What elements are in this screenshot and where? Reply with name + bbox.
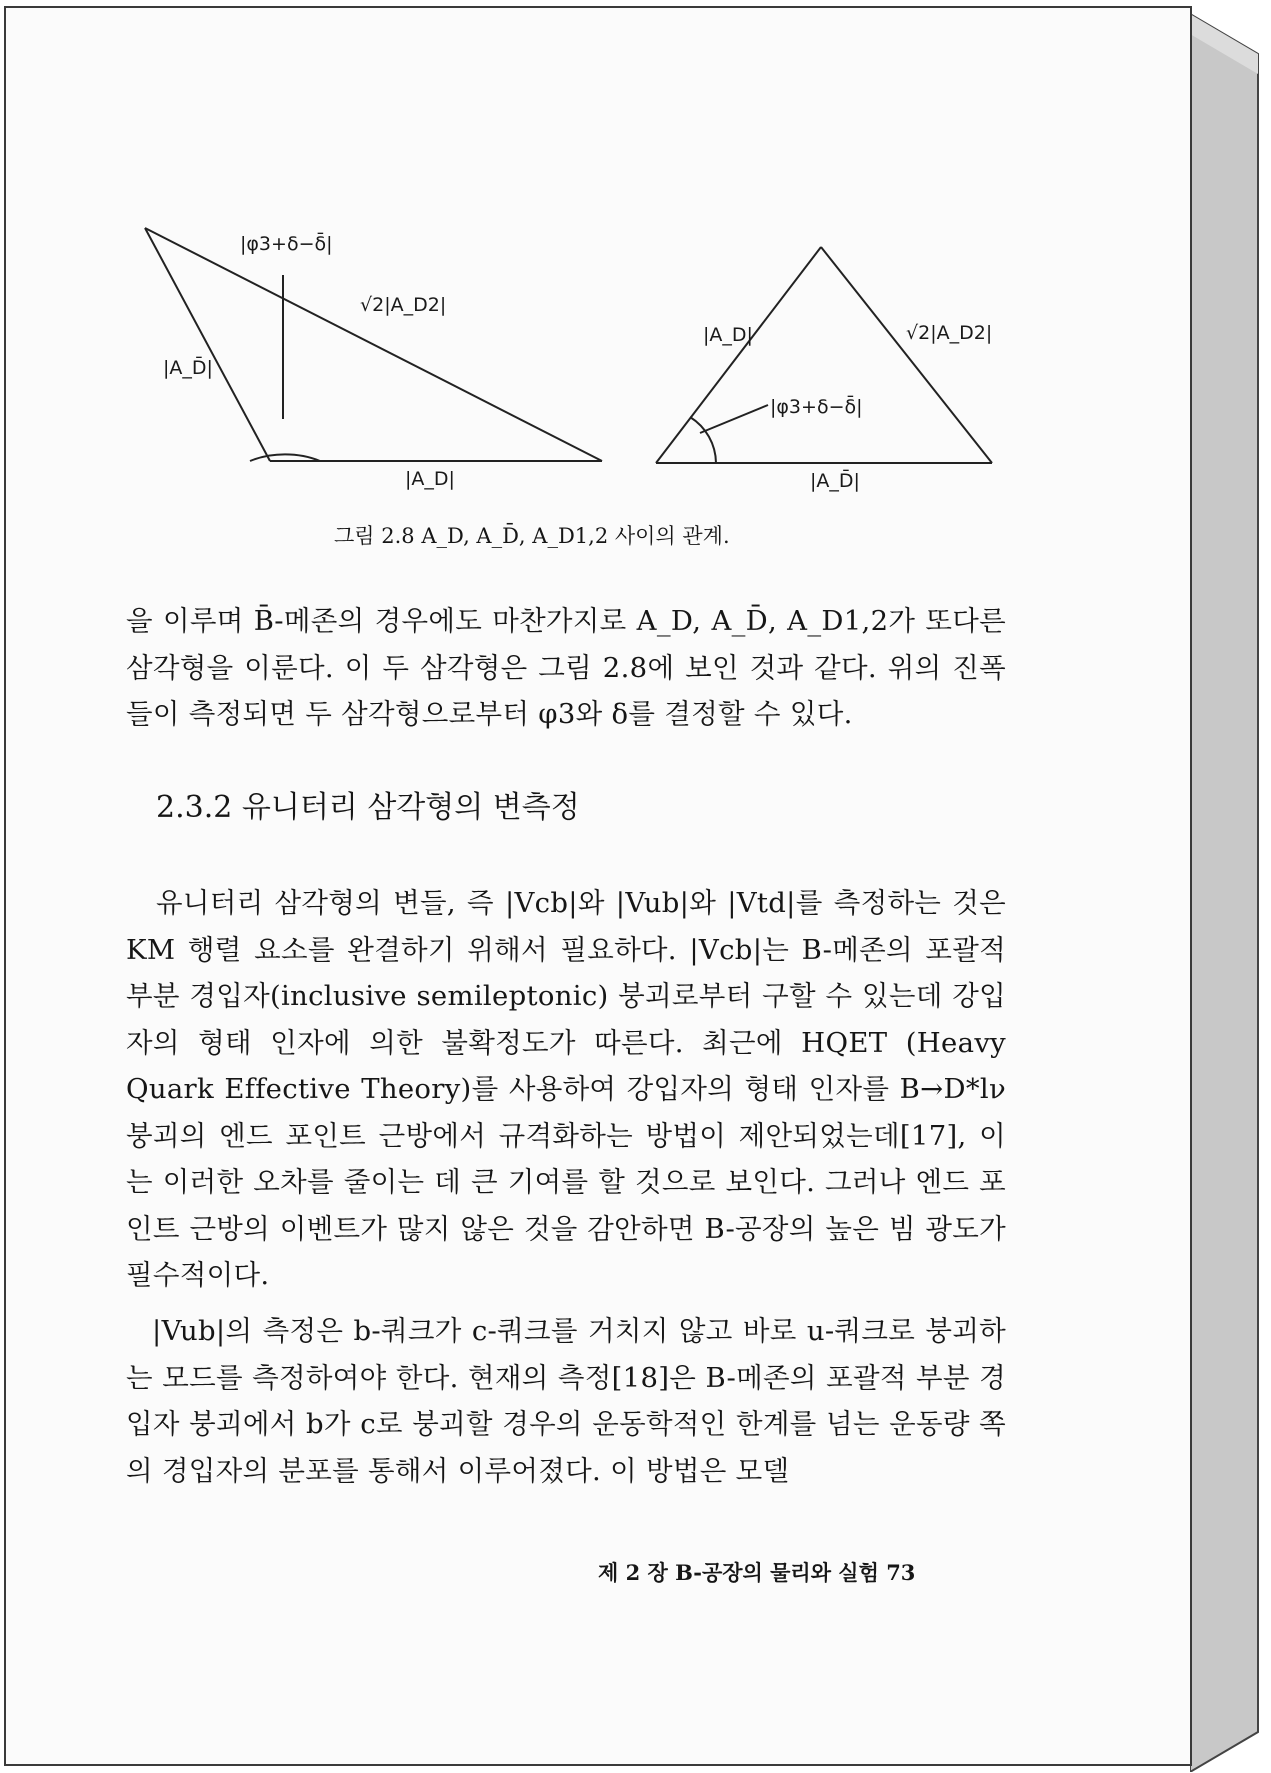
figure-caption: 그림 2.8 A_D, A_D̄, A_D1,2 사이의 관계. (334, 524, 730, 548)
paragraph-1: 을 이루며 B̄-메존의 경우에도 마찬가지로 A_D, A_D̄, A_D1,2가 또다른 삼각형을 이룬다. 이 두 삼각형은 그림 2.8에 보인 것과 같다. 위의 진폭들이 측정되면 두 삼각형으로부터 φ3와 δ를 결정할 수 있다. (126, 605, 1006, 730)
right-label-right: √2|A_D2| (906, 322, 993, 344)
page-footer: 제 2 장 B-공장의 물리와 실험 73 (598, 1560, 916, 1585)
left-triangle-hypotenuse (145, 228, 602, 461)
left-triangle-figure (120, 215, 620, 495)
paragraph-3: |Vub|의 측정은 b-쿼크가 c-쿼크를 거치지 않고 바로 u-쿼크로 붕괴하는 모드를 측정하여야 한다. 현재의 측정[18]은 B-메존의 포괄적 부분 경입자 붕괴에서 b가 c로 붕괴할 경우의 운동학적인 한계를 넘는 운동량 쪽의 경입자의 분포를 통해서 이루어졌다. 이 방법은 모델 (126, 1315, 1006, 1487)
left-label-side: |A_D̄| (163, 357, 213, 379)
right-triangle-right-side (821, 247, 992, 463)
left-label-hypotenuse: √2|A_D2| (360, 294, 447, 316)
section-heading: 2.3.2 유니터리 삼각형의 변측정 (156, 790, 580, 825)
book-side-edge (1190, 14, 1264, 1772)
right-label-angle: |φ3+δ−δ̄| (770, 396, 863, 418)
right-angle-arc (690, 417, 716, 463)
right-label-base: |A_D̄| (810, 470, 860, 492)
right-triangle-figure (640, 235, 1010, 475)
paragraph-2: 유니터리 삼각형의 변들, 즉 |Vcb|와 |Vub|와 |Vtd|를 측정하는 것은 KM 행렬 요소를 완결하기 위해서 필요하다. |Vcb|는 B-메존의 포괄적 부분 경입자(inclusive semileptonic) 붕괴로부터 구할 수 있는데 강입자의 형태 인자에 의한 불확정도가 따른다. 최근에 HQET (Heavy Quark Effective Theory)를 사용하여 강입자의 형태 인자를 B→D*lν 붕괴의 엔드 포인트 근방에서 규격화하는 방법이 제안되었는데[17], 이는 이러한 오차를 줄이는 데 큰 기여를 할 것으로 보인다. 그러나 엔드 포인트 근방의 이벤트가 많지 않은 것을 감안하면 B-공장의 높은 빔 광도가 필수적이다. (126, 887, 1006, 1291)
right-label-left: |A_D| (703, 324, 753, 346)
left-triangle-side (145, 228, 270, 461)
left-label-top: |φ3+δ−δ̄| (240, 233, 333, 255)
right-angle-pointer (700, 405, 768, 433)
right-triangle-left-side (656, 247, 821, 463)
left-label-base: |A_D| (405, 468, 455, 490)
